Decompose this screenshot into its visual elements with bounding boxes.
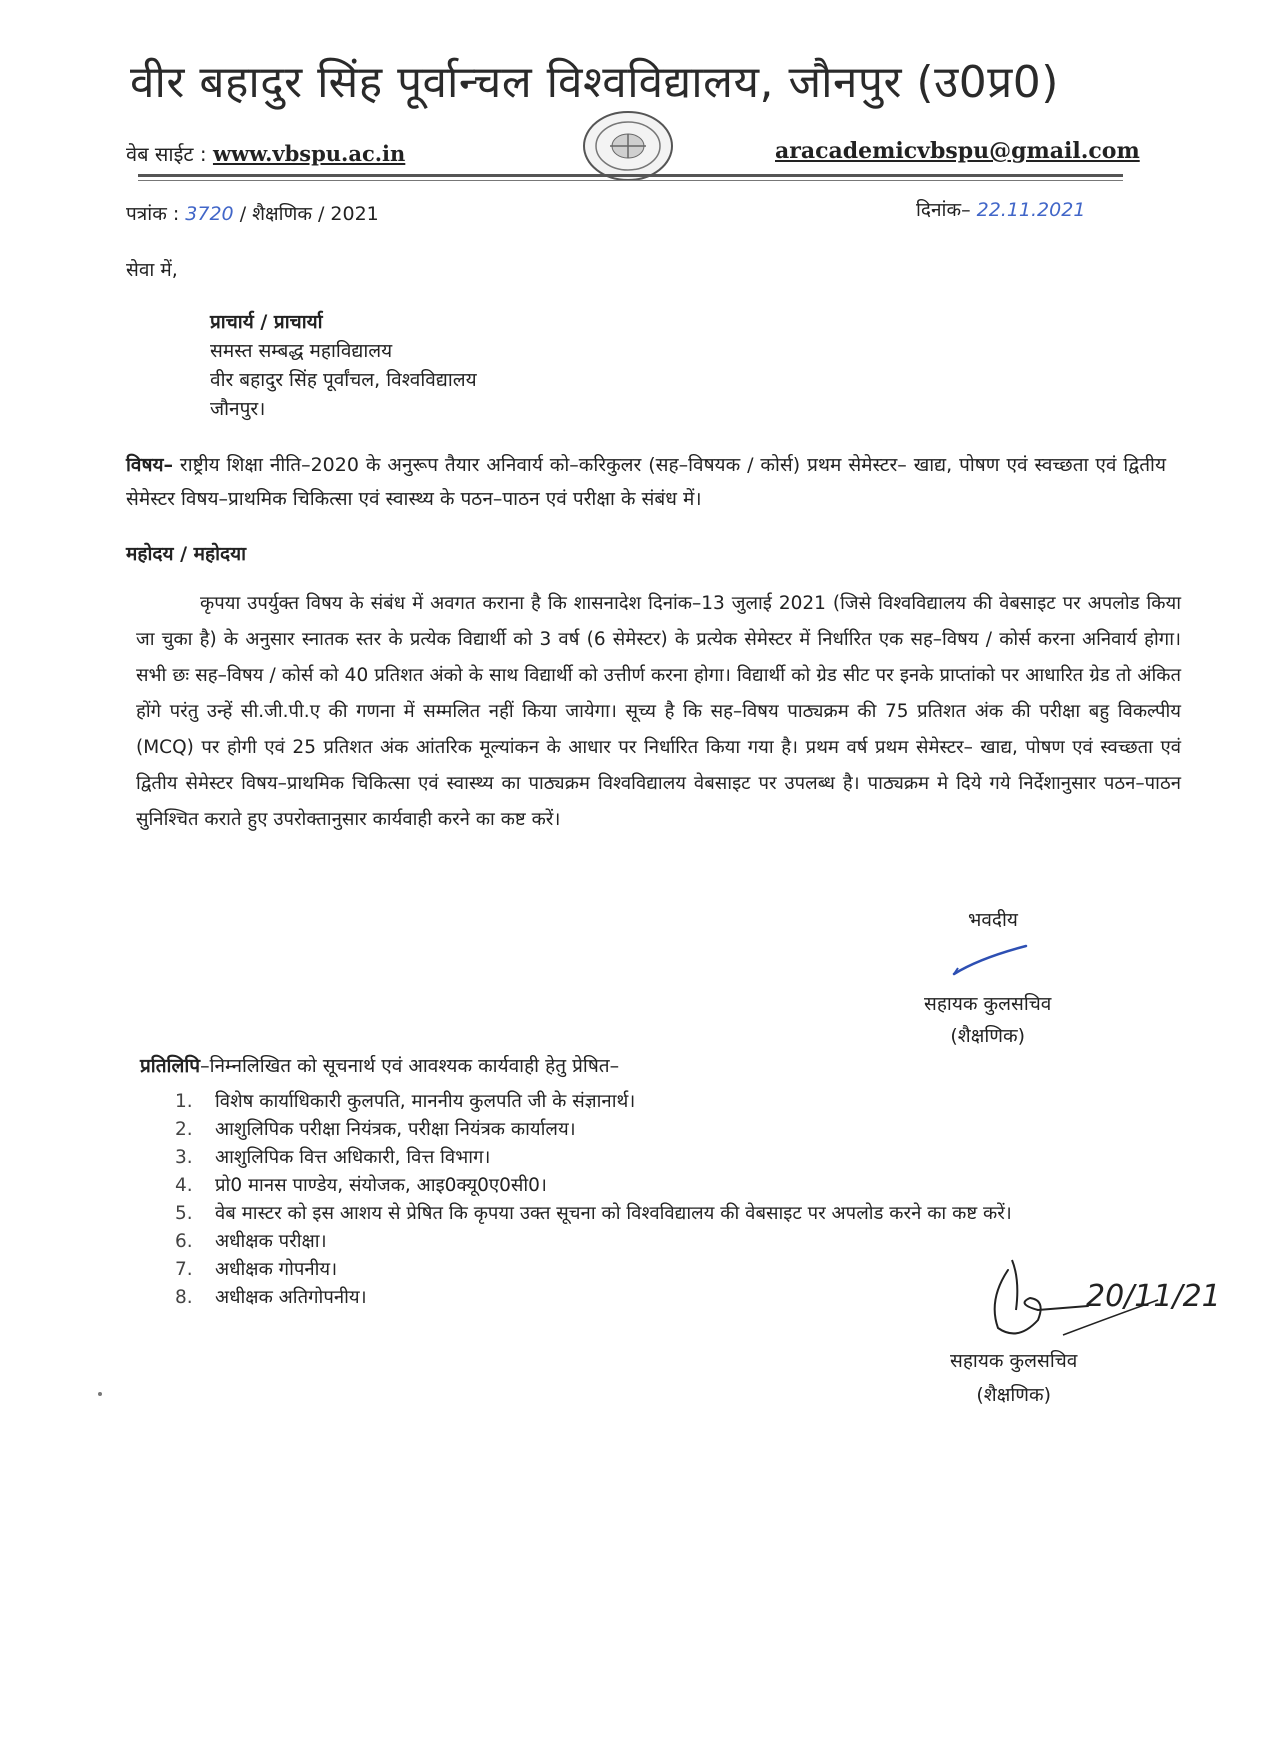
address-line: समस्त सम्बद्ध महाविद्यालय [210,340,393,362]
university-seal-icon [580,108,676,184]
website-link[interactable]: www.vbspu.ac.in [212,141,406,166]
copy-heading [140,1052,619,1078]
list-number: 2. [175,1119,193,1140]
list-text: आशुलिपिक परीक्षा नियंत्रक, परीक्षा नियंत्रक कार्यालय। [215,1119,576,1140]
recipient-address [210,308,477,424]
date-handwritten: 22.11.2021 [976,199,1086,221]
website-line [126,140,405,167]
list-number: 3. [175,1147,193,1168]
list-number: 1. [175,1091,193,1112]
list-item [175,1200,1185,1228]
list-text: विशेष कार्याधिकारी कुलपति, माननीय कुलपति जी के संज्ञानार्थ। [215,1091,636,1112]
list-text: अधीक्षक अतिगोपनीय। [215,1287,367,1308]
list-item [175,1116,1185,1144]
reference-handwritten-number: 3720 [185,203,234,225]
list-text: आशुलिपिक वित्त अधिकारी, वित्त विभाग। [215,1147,491,1168]
website-label: वेब साईट : [126,142,207,166]
copy-signatory-designation: सहायक कुलसचिव [950,1350,1078,1372]
list-number: 5. [175,1203,193,1224]
signatory-dept: (शैक्षणिक) [950,1025,1025,1047]
list-text: वेब मास्टर को इस आशय से प्रेषित कि कृपया उक्त सूचना को विश्वविद्यालय की वेबसाइट पर अपलोड करने का कष्ट करें। [215,1203,1012,1224]
date-label: दिनांक– [916,199,971,221]
reference-suffix: / शैक्षणिक / 2021 [239,203,379,225]
copy-text: –निम्नलिखित को सूचनार्थ एवं आवश्यक कार्यवाही हेतु प्रेषित– [200,1055,620,1077]
salutation: सेवा में, [126,259,178,281]
signatory-block [924,988,1051,1052]
email-link[interactable]: aracademicvbspu@gmail.com [775,138,1140,164]
greeting: महोदय / महोदया [126,543,247,565]
list-number: 4. [175,1175,193,1196]
address-line: जौनपुर। [210,398,266,420]
university-title: वीर बहादुर सिंह पूर्वान्चल विश्वविद्यालय, जौनपुर (उ0प्र0) [130,57,1059,108]
signatory-designation: सहायक कुलसचिव [924,993,1052,1015]
address-line: प्राचार्य / प्राचार्या [210,311,323,333]
list-item [175,1172,1185,1200]
list-number: 6. [175,1231,193,1252]
list-item [175,1088,1185,1116]
header-rule-thin [138,180,1123,181]
list-text: अधीक्षक गोपनीय। [215,1259,338,1280]
reference-label: पत्रांक : [126,203,180,225]
header-rule [138,174,1123,177]
subject-text: राष्ट्रीय शिक्षा नीति–2020 के अनुरूप तैयार अनिवार्य को–करिकुलर (सह–विषयक / कोर्स) प्रथम सेमेस्टर– खाद्य, पोषण एवं स्वच्छता एवं द्वितीय सेमेस्टर विषय–प्राथमिक चिकित्सा एवं स्वास्थ्य के पठन–पाठन एवं परीक्षा के संबंध में। [126,454,1166,510]
letter-date [916,196,1085,222]
closing-bhavdiya: भवदीय [968,909,1018,931]
copy-signatory-dept: (शैक्षणिक) [976,1384,1051,1406]
body-paragraph: कृपया उपर्युक्त विषय के संबंध में अवगत कराना है कि शासनादेश दिनांक–13 जुलाई 2021 (जिसे विश्वविद्यालय की वेबसाइट पर अपलोड किया जा चुका है) के अनुसार स्नातक स्तर के प्रत्येक विद्यार्थी को 3 वर्ष (6 सेमेस्टर) के प्रत्येक सेमेस्टर में निर्धारित एक सह–विषय / कोर्स करना अनिवार्य होगा। सभी छः सह–विषय / कोर्स को 40 प्रतिशत अंको के साथ विद्यार्थी को उत्तीर्ण करना होगा। विद्यार्थी को ग्रेड सीट पर इनके प्राप्तांको पर आधारित ग्रेड तो अंकित होंगे परंतु उन्हें सी.जी.पी.ए की गणना में सम्मलित नहीं किया जायेगा। सूच्य है कि सह–विषय पाठ्यक्रम की 75 प्रतिशत अंक की परीक्षा बहु विकल्पीय (MCQ) पर होगी एवं 25 प्रतिशत अंक आंतरिक मूल्यांकन के आधार पर निर्धारित किया गया है। प्रथम वर्ष प्रथम सेमेस्टर– खाद्य, पोषण एवं स्वच्छता एवं द्वितीय सेमेस्टर विषय–प्राथमिक चिकित्सा एवं स्वास्थ्य का पाठ्यक्रम विश्वविद्यालय वेबसाइट पर उपलब्ध है। पाठ्यक्रम मे दिये गये निर्देशानुसार पठन–पाठन सुनिश्चित कराते हुए उपरोक्तानुसार कार्यवाही करने का कष्ट करें। [136,593,1181,830]
signature-stroke [950,940,1030,980]
scan-speck [98,1392,102,1396]
copy-label: प्रतिलिपि [140,1055,201,1077]
signature-date: 20/11/21 [1086,1279,1221,1314]
list-text: प्रो0 मानस पाण्डेय, संयोजक, आइ0क्यू0ए0सी0। [215,1175,547,1196]
copy-signatory-block [950,1344,1077,1412]
handwritten-signature [968,1240,1221,1350]
address-line: वीर बहादुर सिंह पूर्वांचल, विश्वविद्यालय [210,369,477,391]
subject-paragraph [126,448,1166,516]
reference-number [126,200,379,226]
subject-label: विषय– [126,454,173,476]
list-item [175,1144,1185,1172]
list-number: 8. [175,1287,193,1308]
list-text: अधीक्षक परीक्षा। [215,1231,327,1252]
list-number: 7. [175,1259,193,1280]
